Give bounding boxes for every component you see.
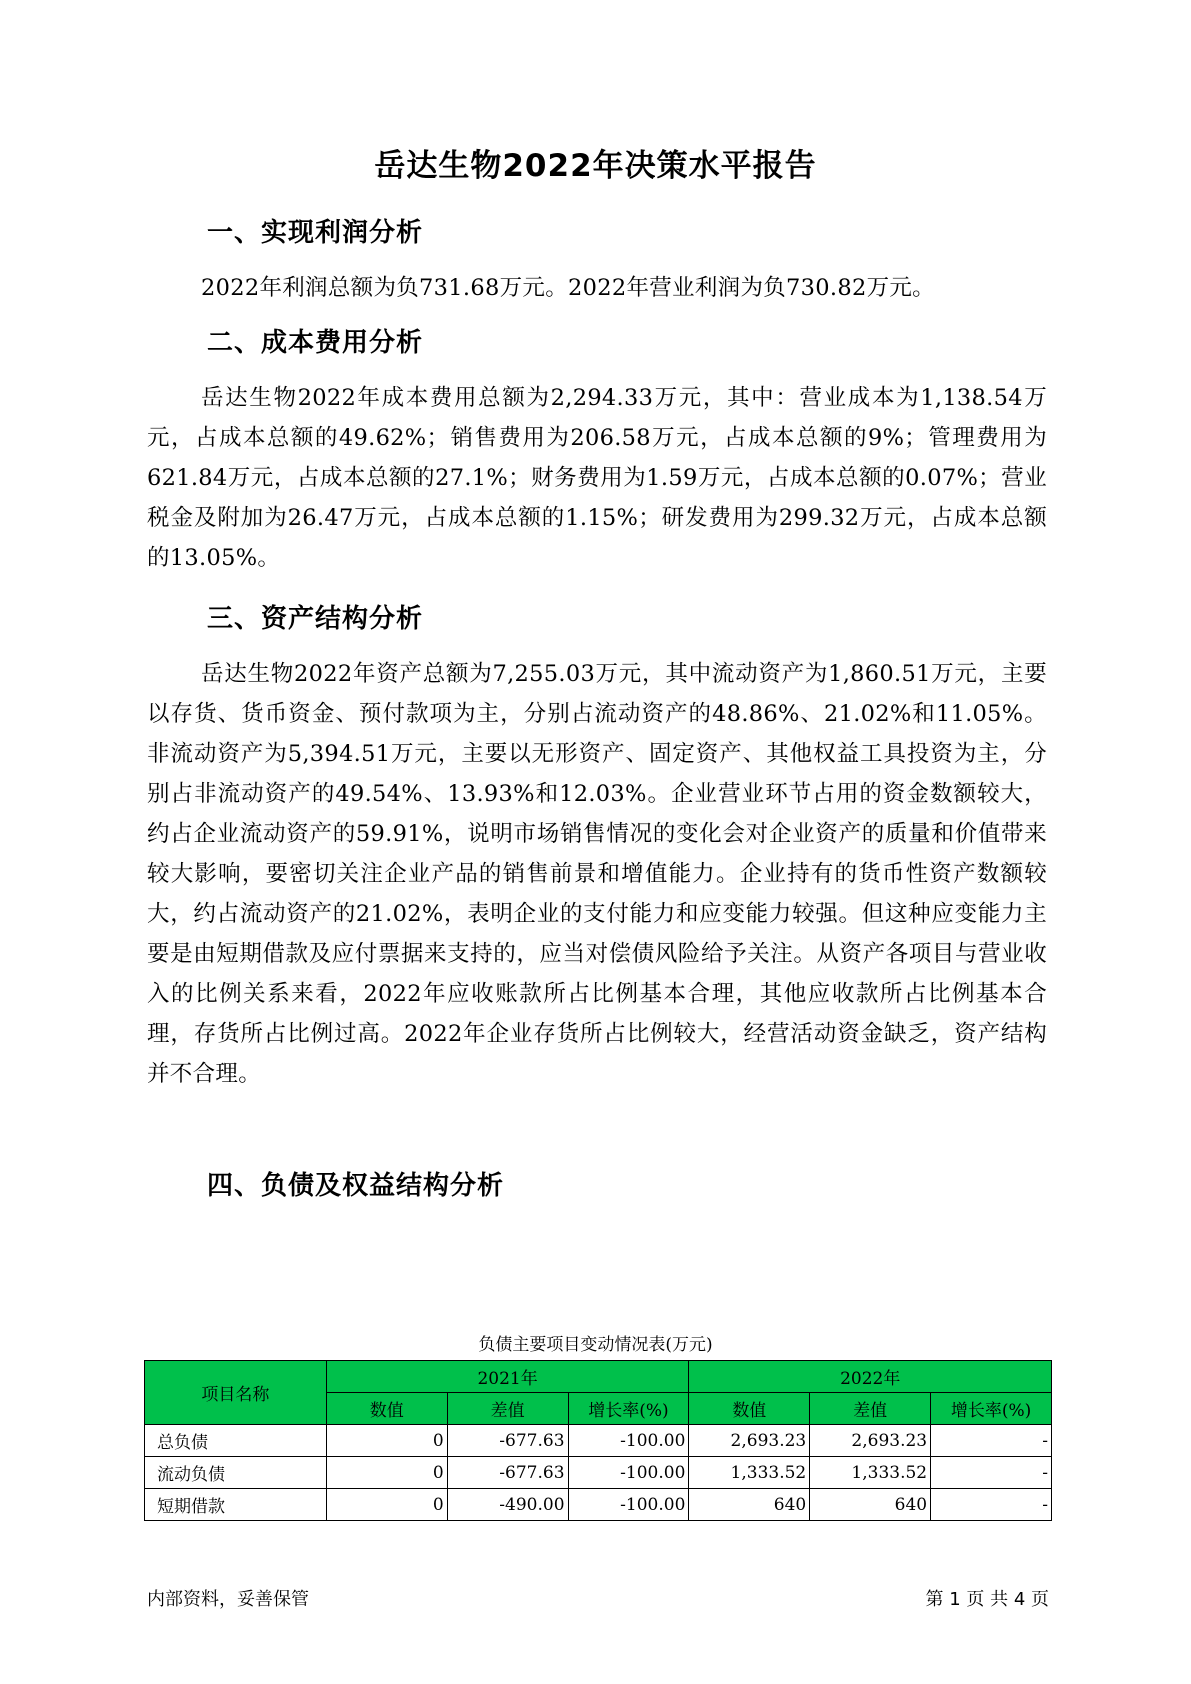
footer-page-number: 第 1 页 共 4 页 [925, 1589, 1049, 1610]
table-cell: -100.00 [568, 1489, 689, 1521]
table-cell-item: 短期借款 [145, 1489, 327, 1521]
table-header-year-2022: 2022年 [689, 1361, 1052, 1393]
table-row [145, 1457, 1052, 1489]
table-cell: -100.00 [568, 1425, 689, 1457]
table-subheader: 差值 [810, 1393, 931, 1425]
table-cell: - [931, 1457, 1052, 1489]
table-cell: -677.63 [447, 1457, 568, 1489]
section-heading-profit: 一、实现利润分析 [207, 218, 424, 248]
table-cell: 2,693.23 [689, 1425, 810, 1457]
table-cell: -490.00 [447, 1489, 568, 1521]
table-cell: 0 [326, 1425, 447, 1457]
table-header-year-2021: 2021年 [326, 1361, 689, 1393]
table-cell: 0 [326, 1457, 447, 1489]
table-cell-item: 总负债 [145, 1425, 327, 1457]
table-cell: - [931, 1489, 1052, 1521]
table-cell: 1,333.52 [810, 1457, 931, 1489]
table-subheader: 增长率(%) [568, 1393, 689, 1425]
table-subheader: 差值 [447, 1393, 568, 1425]
table-cell: 2,693.23 [810, 1425, 931, 1457]
section-heading-cost: 二、成本费用分析 [207, 328, 424, 358]
liabilities-table [144, 1360, 1052, 1521]
table-subheader: 增长率(%) [931, 1393, 1052, 1425]
section-paragraph-cost: 岳达生物2022年成本费用总额为2,294.33万元，其中：营业成本为1,138.54万元，占成本总额的49.62%；销售费用为206.58万元，占成本总额的9%；管理费用为621.84万元，占成本总额的27.1%；财务费用为1.59万元，占成本总额的0.07%；营业税金及附加为26.47万元，占成本总额的1.15%；研发费用为299.32万元，占成本总额的13.05%。 [147, 385, 1047, 571]
table-subheader: 数值 [326, 1393, 447, 1425]
table-cell: 640 [810, 1489, 931, 1521]
section-heading-assets: 三、资产结构分析 [207, 604, 424, 634]
table-caption: 负债主要项目变动情况表(万元) [478, 1335, 713, 1355]
table-cell: -100.00 [568, 1457, 689, 1489]
table-cell: 640 [689, 1489, 810, 1521]
table-cell: 0 [326, 1489, 447, 1521]
section-heading-liabilities: 四、负债及权益结构分析 [207, 1171, 505, 1201]
table-cell-item: 流动负债 [145, 1457, 327, 1489]
section-paragraph-profit: 2022年利润总额为负731.68万元。2022年营业利润为负730.82万元。 [201, 275, 935, 301]
table-cell: - [931, 1425, 1052, 1457]
table-header-item: 项目名称 [145, 1361, 327, 1425]
footer-confidential-note: 内部资料，妥善保管 [147, 1589, 309, 1610]
section-paragraph-assets: 岳达生物2022年资产总额为7,255.03万元，其中流动资产为1,860.51万元，主要以存货、货币资金、预付款项为主，分别占流动资产的48.86%、21.02%和11.05%。非流动资产为5,394.51万元，主要以无形资产、固定资产、其他权益工具投资为主，分别占非流动资产的49.54%、13.93%和12.03%。企业营业环节占用的资金数额较大，约占企业流动资产的59.91%，说明市场销售情况的变化会对企业资产的质量和价值带来较大影响，要密切关注企业产品的销售前景和增值能力。企业持有的货币性资产数额较大，约占流动资产的21.02%，表明企业的支付能力和应变能力较强。但这种应变能力主要是由短期借款及应付票据来支持的，应当对偿债风险给予关注。从资产各项目与营业收入的比例关系来看，2022年应收账款所占比例基本合理，其他应收款所占比例基本合理，存货所占比例过高。2022年企业存货所占比例较大，经营活动资金缺乏，资产结构并不合理。 [147, 661, 1047, 1087]
table-subheader: 数值 [689, 1393, 810, 1425]
table-cell: -677.63 [447, 1425, 568, 1457]
table-row [145, 1489, 1052, 1521]
page-title: 岳达生物2022年决策水平报告 [374, 148, 817, 184]
table-cell: 1,333.52 [689, 1457, 810, 1489]
table-row [145, 1425, 1052, 1457]
